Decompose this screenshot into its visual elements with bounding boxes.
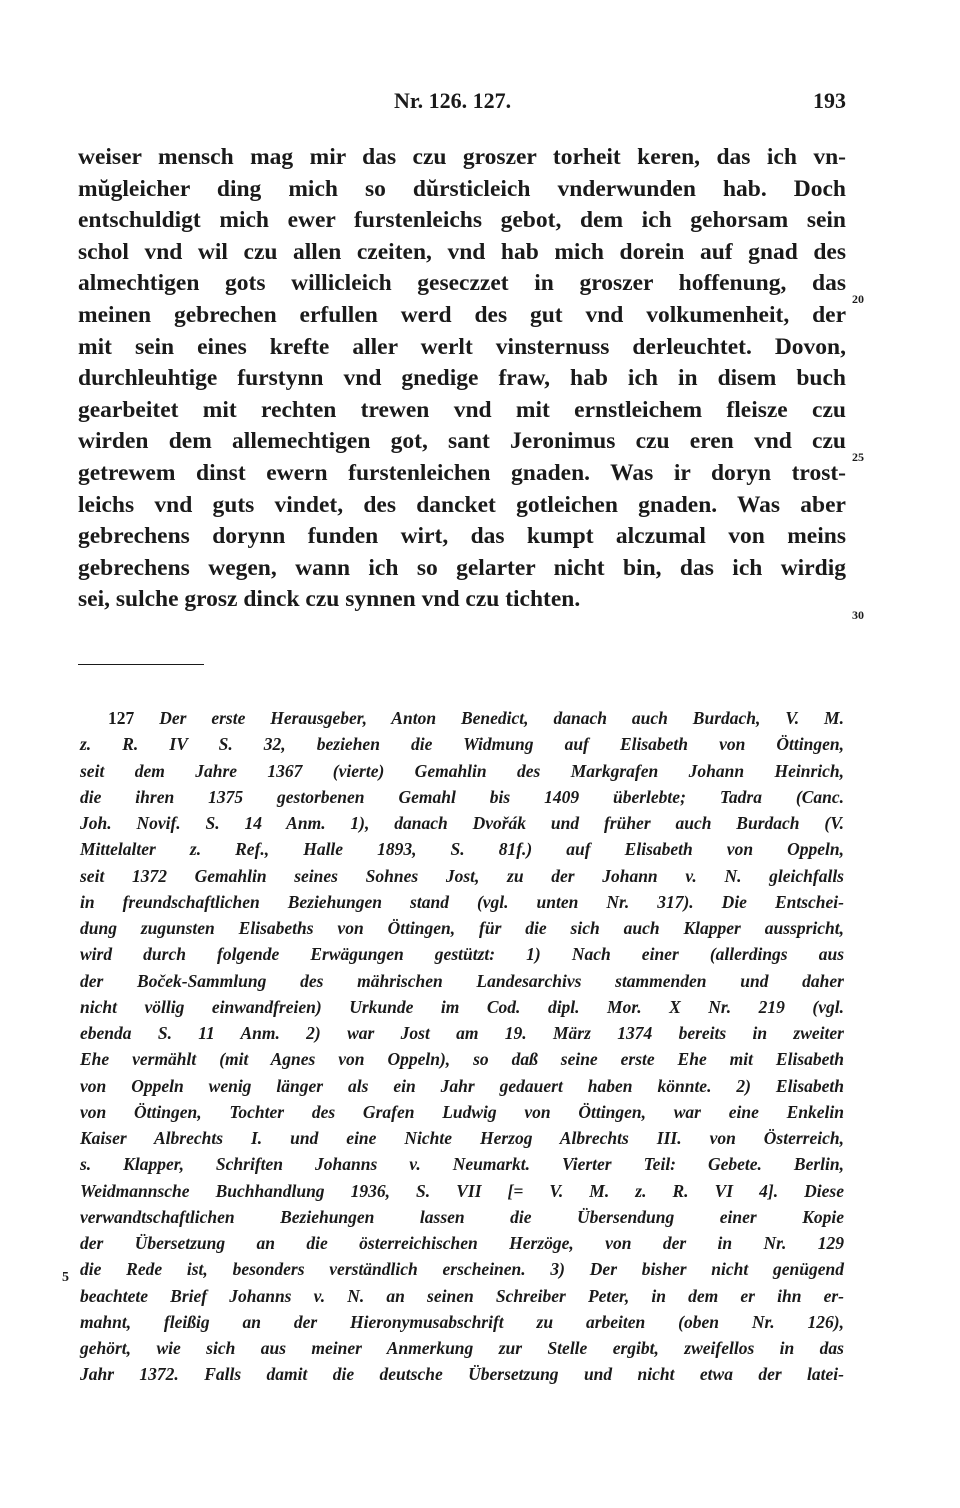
footnote-line: z. R. IV S. 32, beziehen die Widmung auf Elisabeth von Öttingen, — [80, 734, 844, 755]
footnote-line: Kaiser Albrechts I. und eine Nichte Herzog Albrechts III. von Österreich, — [80, 1128, 844, 1148]
footnote-line: Weidmannsche Buchhandlung 1936, S. VII [= V. M. z. R. VI 4]. Diese — [80, 1180, 844, 1201]
footnote — [80, 705, 844, 1388]
text-line: almechtigen gots willicleich geseczzet in groszer hoffenung, das — [78, 270, 846, 297]
text-line: wirden dem allemechtigen got, sant Jeronimus czu eren vnd czu — [78, 428, 846, 455]
footnote-line: verwandtschaftlichen Beziehungen lassen die Übersendung einer Kopie — [80, 1206, 844, 1227]
text-line: gebrechens dorynn funden wirt, das kumpt alczumal von meins — [78, 523, 846, 550]
text-line: mŭgleicher ding mich so dŭrsticleich vnderwunden hab. Doch — [78, 175, 846, 202]
text-line: sei, sulche grosz dinck czu synnen vnd czu tichten. — [78, 586, 581, 613]
text-line: gebrechens wegen, wann ich so gelarter nicht bin, das ich wirdig — [78, 554, 846, 581]
footnote-line: die ihren 1375 gestorbenen Gemahl bis 1409 überlebte; Tadra (Canc. — [80, 786, 844, 807]
footnote-number: 127 — [108, 708, 135, 728]
footnote-line: in freundschaftlichen Beziehungen stand (vgl. unten Nr. 317). Die Entschei- — [80, 891, 844, 912]
line-number-marker: 25 — [852, 450, 864, 464]
footnote-line: nicht völlig einwandfreien) Urkunde im Cod. dipl. Mor. X Nr. 219 (vgl. — [80, 996, 844, 1017]
footnote-line: die Rede ist, besonders verständlich erscheinen. 3) Der bisher nicht genügend — [80, 1259, 844, 1280]
text-line: weiser mensch mag mir das czu groszer torheit keren, das ich vn- — [78, 144, 846, 170]
footnote-line: seit 1372 Gemahlin seines Sohnes Jost, zu der Johann v. N. gleichfalls — [80, 865, 844, 886]
running-head-title: Nr. 126. 127. — [394, 88, 512, 113]
text-line: entschuldigt mich ewer furstenleichs gebot, dem ich gehorsam sein — [78, 207, 846, 234]
text-line: leichs vnd guts vindet, des dancket gotleichen gnaden. Was aber — [78, 491, 846, 518]
running-head — [78, 88, 846, 118]
footnote-line: gehört, wie sich aus meiner Anmerkung zur Stelle ergibt, zweifellos in das — [80, 1338, 844, 1358]
footnote-line: seit dem Jahre 1367 (vierte) Gemahlin des Markgrafen Johann Heinrich, — [80, 760, 844, 781]
footnote-line: Ehe vermählt (mit Agnes von Oppeln), so daß seine erste Ehe mit Elisabeth — [80, 1049, 844, 1070]
footnote-line: der Übersetzung an die österreichischen Herzöge, von der in Nr. 129 — [80, 1233, 844, 1253]
footnote-line: Jahr 1372. Falls damit die deutsche Übersetzung und nicht etwa der latei- — [80, 1364, 844, 1385]
footnote-line: Joh. Novif. S. 14 Anm. 1), danach Dvořák und früher auch Burdach (V. — [80, 813, 844, 833]
page-number: 193 — [813, 88, 846, 113]
footnote-line: dung zugunsten Elisabeths von Öttingen, für die sich auch Klapper ausspricht, — [80, 918, 844, 938]
footnote-line: mahnt, fleißig an der Hieronymusabschrift zu arbeiten (oben Nr. 126), — [80, 1311, 844, 1332]
text-line: meinen gebrechen erfullen werd des gut vnd volkumenheit, der — [78, 301, 846, 328]
main-text — [78, 142, 846, 616]
footnote-line: s. Klapper, Schriften Johanns v. Neumarkt. Vierter Teil: Gebete. Berlin, — [80, 1154, 844, 1175]
line-number-marker: 20 — [852, 292, 864, 306]
footnote-separator — [78, 664, 204, 665]
footnote-line: wird durch folgende Erwägungen gestützt: 1) Nach einer (allerdings aus — [80, 944, 844, 965]
footnote-line-text: Der erste Herausgeber, Anton Benedict, danach auch Burdach, V. M. — [159, 708, 844, 728]
footnote-line: der Boček-Sammlung des mährischen Landesarchivs stammenden und daher — [80, 970, 844, 991]
line-number-marker: 30 — [852, 608, 864, 622]
footnote-line — [80, 705, 844, 731]
text-line: schol vnd wil czu allen czeiten, vnd hab mich dorein auf gnad des — [78, 238, 846, 265]
text-line: getrewem dinst ewern furstenleichen gnaden. Was ir doryn trost- — [78, 459, 846, 486]
text-line: gearbeitet mit rechten trewen vnd mit ernstleichem fleisze czu — [78, 396, 846, 423]
footnote-line-marker: 5 — [62, 1270, 69, 1285]
footnote-line: von Oppeln wenig länger als ein Jahr gedauert haben könnte. 2) Elisabeth — [80, 1075, 844, 1096]
text-line: mit sein eines krefte aller werlt vinsternuss derleuchtet. Dovon, — [78, 333, 846, 360]
text-line: durchleuhtige furstynn vnd gnedige fraw, hab ich in disem buch — [78, 365, 846, 392]
footnote-line: ebenda S. 11 Anm. 2) war Jost am 19. März 1374 bereits in zweiter — [80, 1023, 844, 1043]
footnote-line: beachtete Brief Johanns v. N. an seinen Schreiber Peter, in dem er ihn er- — [80, 1285, 844, 1306]
footnote-line: von Öttingen, Tochter des Grafen Ludwig von Öttingen, war eine Enkelin — [80, 1101, 844, 1122]
footnote-line: Mittelalter z. Ref., Halle 1893, S. 81f.) auf Elisabeth von Oppeln, — [80, 839, 844, 860]
